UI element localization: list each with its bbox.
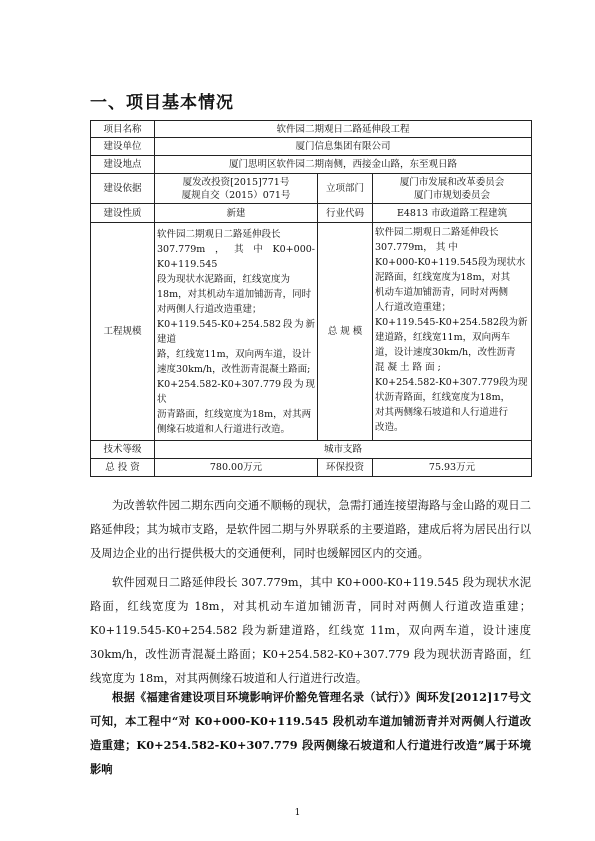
scale-line: 速度30km/h，改性沥青混凝土路面; [157, 363, 311, 375]
scale-line: 段为现状水泥路面，红线宽度为 [157, 273, 291, 285]
approval-dept-label: 立项部门 [318, 174, 373, 204]
total-scale-line: 机动车道加铺沥青，同时对两侧 [375, 287, 509, 298]
basis-line-2: 厦规自交（2015）071号 [181, 189, 291, 201]
total-scale-line: 状沥青路面，红线宽度为18m， [375, 392, 511, 403]
paragraph-scope: 软件园观日二路延伸段长 307.779m，其中 K0+000-K0+119.545 段为现状水泥路面，红线宽度为 18m，对其机动车道加铺沥青，同时对两侧人行道改造重建；K0+119.545-K0+254.582 段为新建道路，红线宽 11m，双向两车道，设计速度 30km/h，改性沥青混凝土路面；K0+254.582-K0+307.779 段为现状沥青路面，红线宽度为 18m，对其两侧缘石坡道和人行道进行改造。 [90, 576, 531, 685]
total-invest-value: 780.00万元 [155, 459, 318, 477]
scale-text [155, 223, 318, 441]
total-invest-label: 总 投 资 [91, 459, 155, 477]
tech-grade-value: 城市支路 [155, 441, 532, 459]
scale-line: 沥青路面，红线宽度为18m，对其两 [157, 408, 312, 420]
total-scale-line: 改造。 [375, 422, 404, 433]
total-scale-line: 道，设计速度30km/h，改性沥青 [375, 347, 516, 358]
scale-line: K0+254.582-K0+307.779段为现状 [157, 378, 315, 405]
scale-line: 18m，对其机动车道加铺沥青，同时 [157, 288, 312, 300]
paragraph-background: 为改善软件园二期东西向交通不顺畅的现状，急需打通连接望海路与金山路的观日二路延伸段；其为城市支路，是软件园二期与外界联系的主要道路，建成后将为居民出行以及周边企业的出行提供极大的交通便利，同时也缓解园区内的交通。 [90, 499, 531, 560]
scale-label: 工程规模 [91, 223, 155, 441]
scale-line: 路，红线宽11m，双向两车道，设计 [157, 348, 312, 360]
scale-line: 307.779m，其中K0+000-K0+119.545 [157, 243, 315, 270]
total-scale-label: 总 规 模 [318, 223, 373, 441]
total-scale-line: 建道路，红线宽11m，双向两车 [375, 332, 511, 343]
total-scale-line: K0+000-K0+119.545段为现状水 [375, 257, 526, 268]
location-value: 厦门思明区软件园二期南侧，西接金山路，东至观日路 [155, 156, 532, 174]
project-name-label: 项目名称 [91, 121, 155, 138]
project-name-value: 软件园二期观日二路延伸段工程 [155, 121, 532, 138]
approval-dept-line-1: 厦门市发展和改革委员会 [399, 176, 505, 188]
location-label: 建设地点 [91, 156, 155, 174]
env-invest-label: 环保投资 [318, 459, 373, 477]
paragraph-regulation: 根据《福建省建设项目环境影响评价豁免管理名录（试行）》闽环发[2012]17号文可知，本工程中“对 K0+000-K0+119.545 段机动车道加铺沥青并对两侧人行道改造重建；K0+254.582-K0+307.779 段两侧缘石坡道和人行道进行改造”属于环境影响 [90, 690, 531, 776]
scale-line: K0+119.545-K0+254.582段为新建道 [157, 318, 315, 345]
nature-value: 新建 [155, 204, 318, 223]
industry-code-label: 行业代码 [318, 204, 373, 223]
builder-label: 建设单位 [91, 138, 155, 156]
total-scale-line: 对其两侧缘石坡道和人行道进行 [375, 407, 509, 418]
page-number: 1 [294, 808, 301, 818]
total-scale-line: K0+119.545-K0+254.582段为新 [375, 317, 528, 328]
tech-grade-label: 技术等级 [91, 441, 155, 459]
section-heading: 一、项目基本情况 [90, 93, 234, 113]
industry-code-value: E4813 市政道路工程建筑 [373, 204, 532, 223]
total-scale-line: 307.779m， 其 中 [375, 242, 458, 253]
approval-dept-value [373, 174, 532, 204]
builder-value: 厦门信息集团有限公司 [155, 138, 532, 156]
approval-dept-line-2: 厦门市规划委员会 [414, 189, 491, 201]
project-info-table [90, 120, 532, 477]
total-scale-text [373, 223, 532, 441]
total-scale-line: K0+254.582-K0+307.779段为现 [375, 377, 528, 388]
basis-value [155, 174, 318, 204]
scale-line: 侧缘石坡道和人行道进行改造。 [157, 423, 291, 435]
total-scale-line: 混 凝 土 路 面 ; [375, 362, 441, 373]
total-scale-line: 人行道改造重建； [375, 302, 452, 313]
env-invest-value: 75.93万元 [373, 459, 532, 477]
basis-line-1: 厦发改投资[2015]771号 [182, 176, 290, 188]
total-scale-line: 泥路面，红线宽度为18m，对其 [375, 272, 511, 283]
basis-label: 建设依据 [91, 174, 155, 204]
scale-line: 对两侧人行道改造重建； [157, 303, 262, 315]
scale-line: 软件园二期观日二路延伸段长 [157, 228, 281, 240]
nature-label: 建设性质 [91, 204, 155, 223]
total-scale-line: 软件园二期观日二路延伸段长 [375, 227, 499, 238]
